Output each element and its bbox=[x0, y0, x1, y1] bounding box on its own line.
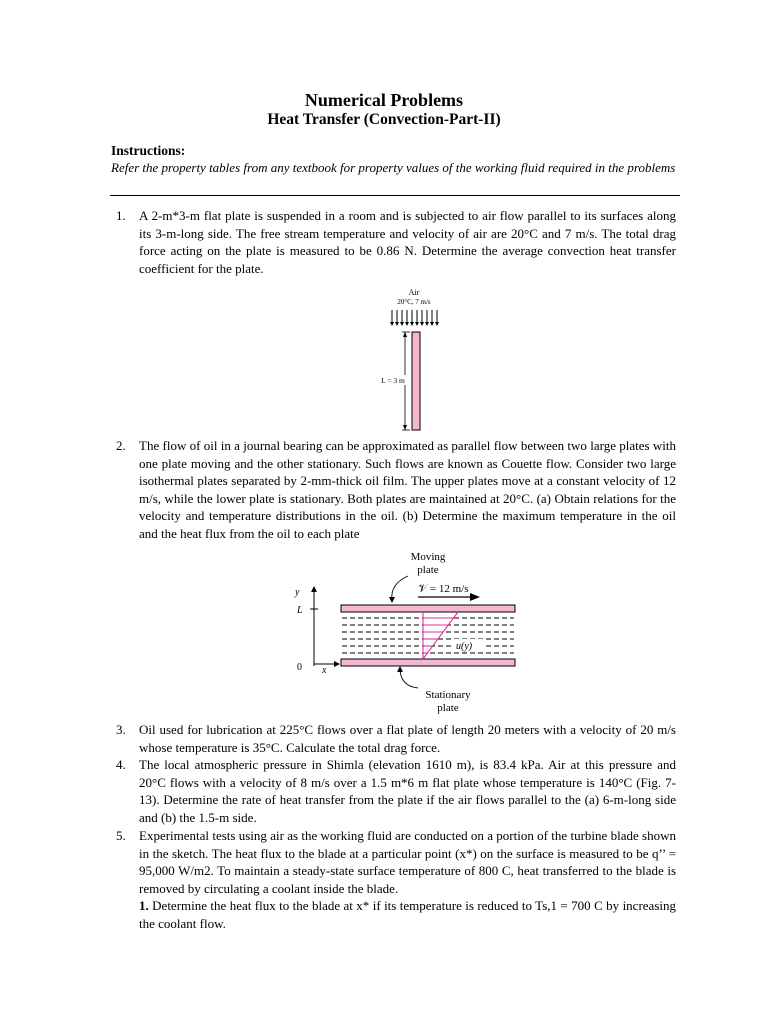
problem-number: 4. bbox=[116, 757, 126, 772]
page-title: Numerical Problems bbox=[304, 90, 464, 110]
moving-plate bbox=[341, 605, 515, 612]
problem-number: 5. bbox=[116, 828, 126, 843]
velocity-profile bbox=[423, 612, 458, 659]
sub-question-number: 1. bbox=[139, 898, 149, 914]
problem-number: 3. bbox=[116, 722, 126, 737]
stationary-label: Stationary bbox=[425, 689, 471, 701]
velocity-label: 𝒱 = 12 m/s bbox=[418, 583, 469, 595]
instructions-heading: Instructions: bbox=[111, 143, 186, 158]
velocity-arrow bbox=[470, 593, 480, 601]
length-label: L = 3 m bbox=[381, 376, 405, 385]
problem-text: A 2-m*3-m flat plate is suspended in a room and is subjected to air flow parallel to its surfaces along its 3-m-long side. The free stream temperature and velocity of air are 20°C and 7 m/s. The total drag force acting on the plate is measured to be 0.86 N. Determine the average convection heat transfer coefficient for the plate. bbox=[139, 208, 676, 276]
problem-1 bbox=[116, 207, 676, 277]
origin-label: 0 bbox=[297, 662, 302, 673]
problem-5 bbox=[116, 827, 676, 933]
instructions-text: Refer the property tables from any textbook for property values of the working fluid required in the problems bbox=[111, 160, 676, 175]
moving-label: Moving bbox=[410, 551, 446, 563]
problem-text: Oil used for lubrication at 225°C flows over a flat plate of length 20 meters with a velocity of 20 m/s whose temperature is 35°C. Calculate the total drag force. bbox=[139, 722, 676, 755]
problem-text: The local atmospheric pressure in Shimla (elevation 1610 m), is 83.4 kPa. Air at this pressure and 20°C flows with a velocity of 8 m/s over a 1.5 m*6 m flat plate whose temperature is 140°C (Fig. 7-13). Determine the rate of heat transfer from the plate if the air flows parallel to the (a) 6-m-long side and (b) the 1.5-m side. bbox=[139, 757, 676, 825]
moving-plate-label: plate bbox=[417, 564, 439, 576]
page-subtitle: Heat Transfer (Convection-Part-II) bbox=[267, 111, 501, 128]
problem-text: Experimental tests using air as the working fluid are conducted on a portion of the turbine blade shown in the sketch. The heat flux to the blade at a particular point (x*) on the surface is measured to be q’’ = 95,000 W/m2. To maintain a steady-state surface temperature of 800 C, heat transferred to the blade is removed by circulating a coolant inside the blade. bbox=[139, 828, 676, 896]
airflow-arrows bbox=[392, 310, 437, 324]
flat-plate bbox=[412, 332, 420, 430]
problem-4 bbox=[116, 756, 676, 826]
figure1-conditions-label: 20°C, 7 m/s bbox=[397, 298, 431, 306]
figure-flat-plate bbox=[370, 284, 460, 434]
problem-3 bbox=[116, 721, 676, 756]
y-axis-label: y bbox=[295, 587, 300, 598]
problem-text: The flow of oil in a journal bearing can be approximated as parallel flow between two large plates with one plate moving and the other stationary. Such flows are known as Couette flow. Consider two large isothermal plates separated by 2-mm-thick oil film. The upper plates move at a constant velocity of 12 m/s, while the lower plate is stationary. Both plates are maintained at 20°C. (a) Obtain relations for the velocity and temperature distributions in the oil. (b) Determine the maximum temperature in the oil and the heat flux from the oil to each plate bbox=[139, 438, 676, 541]
L-label: L bbox=[297, 605, 303, 616]
velocity-profile-label: u(y) bbox=[456, 641, 473, 652]
oil-film bbox=[342, 618, 514, 653]
sub-question bbox=[139, 897, 676, 932]
x-axis-label: x bbox=[322, 665, 327, 676]
stationary-plate bbox=[341, 659, 515, 666]
stationary-plate-label: plate bbox=[437, 702, 459, 714]
header-divider bbox=[110, 195, 680, 196]
problem-number: 2. bbox=[116, 438, 126, 453]
problem-2 bbox=[116, 437, 676, 543]
sub-question-text: Determine the heat flux to the blade at x* if its temperature is reduced to Ts,1 = 700 C by increasing the coolant flow. bbox=[139, 898, 676, 931]
figure1-air-label: Air bbox=[408, 288, 420, 297]
figure-couette-flow bbox=[290, 548, 530, 718]
problem-number: 1. bbox=[116, 208, 126, 223]
